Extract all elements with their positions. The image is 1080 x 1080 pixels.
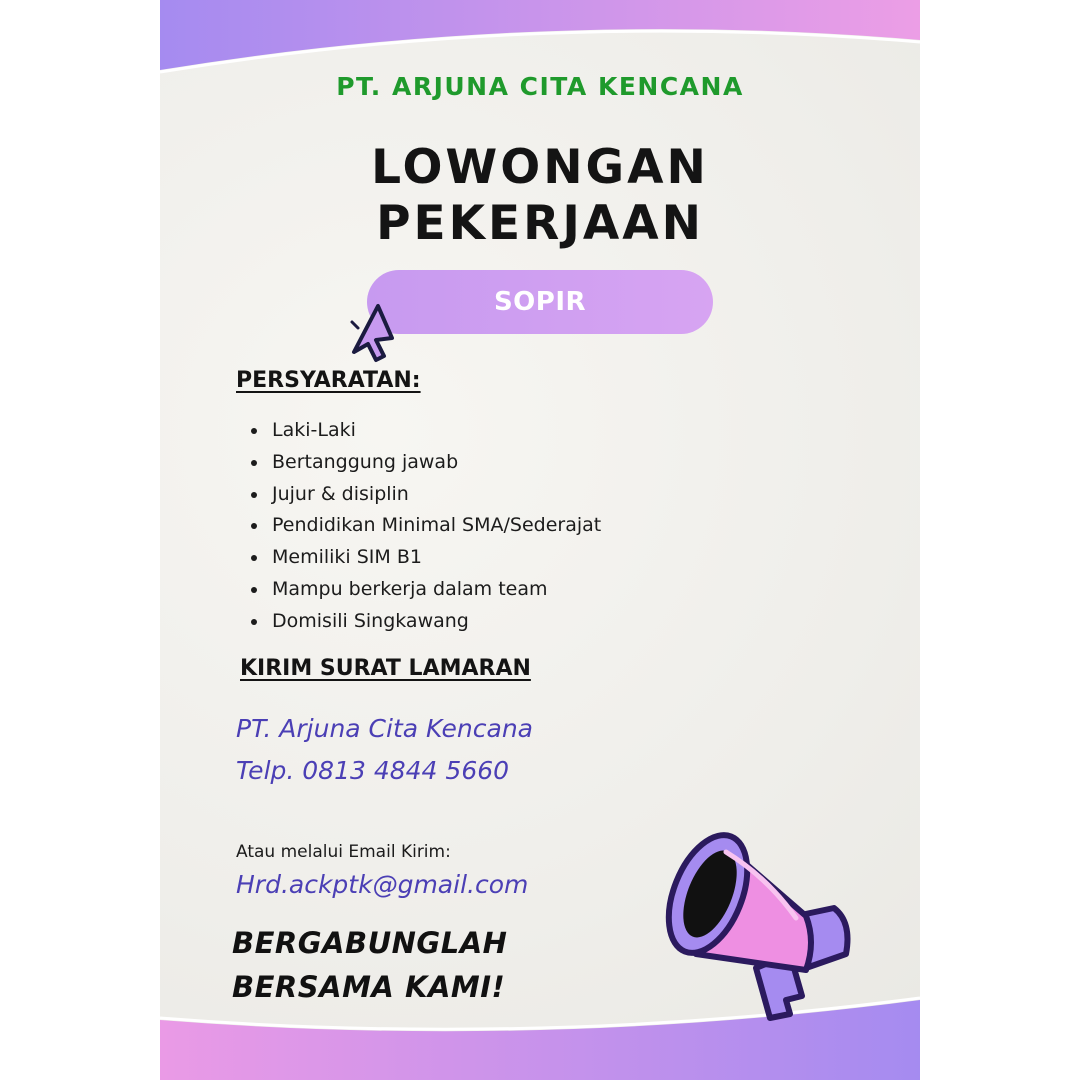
requirement-item: Jujur & disiplin xyxy=(248,479,601,511)
requirement-item: Domisili Singkawang xyxy=(248,606,601,638)
send-application-title: KIRIM SURAT LAMARAN xyxy=(240,656,531,681)
contact-email[interactable]: Hrd.ackptk@gmail.com xyxy=(236,870,529,899)
requirements-list xyxy=(248,415,601,638)
requirement-item: Memiliki SIM B1 xyxy=(248,542,601,574)
email-label: Atau melalui Email Kirim: xyxy=(236,842,451,862)
contact-company: PT. Arjuna Cita Kencana xyxy=(236,714,533,743)
contact-phone[interactable]: Telp. 0813 4844 5660 xyxy=(236,756,510,785)
headline-line-1: LOWONGAN xyxy=(371,140,709,195)
company-name: PT. ARJUNA CITA KENCANA xyxy=(336,72,744,101)
cursor-arrow-icon xyxy=(346,300,402,364)
headline-line-2: PEKERJAAN xyxy=(376,196,704,251)
megaphone-icon xyxy=(656,822,866,1044)
cta-line-2: BERSAMA KAMI! xyxy=(232,970,506,1004)
requirement-item: Mampu berkerja dalam team xyxy=(248,574,601,606)
cta-line-1: BERGABUNGLAH xyxy=(232,926,508,960)
requirement-item: Laki-Laki xyxy=(248,415,601,447)
job-poster xyxy=(160,0,920,1080)
requirement-item: Bertanggung jawab xyxy=(248,447,601,479)
position-pill: SOPIR xyxy=(367,270,713,334)
requirement-item: Pendidikan Minimal SMA/Sederajat xyxy=(248,510,601,542)
requirements-title: PERSYARATAN: xyxy=(236,368,421,393)
